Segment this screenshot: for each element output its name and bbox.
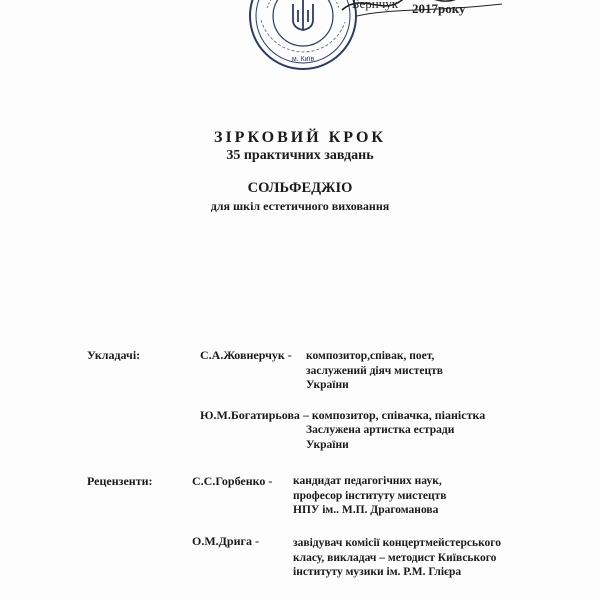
reviewer-description-1 [293,474,446,518]
document-title: ЗІРКОВИЙ КРОК [214,129,386,146]
description-line: класу, викладач – методист Київського [293,551,497,564]
reviewer-name-1: С.С.Горбенко - [192,474,273,488]
reviewer-description-2 [293,536,501,580]
description-line: НПУ ім.. М.П. Драгоманова [293,504,439,516]
approval-line-1: Бернчук [352,0,399,11]
compilers-label: Укладачі: [87,348,141,362]
description-line: Заслужена артистка естради [306,424,455,436]
description-line: кандидат педагогічних наук, [293,475,442,487]
reviewer-name-2: О.М.Дрига - [192,534,259,548]
compiler-description-2 [306,423,454,452]
svg-text:м. Київ: м. Київ [291,56,315,63]
description-line: інституту музики ім. Р.М. Глієра [293,566,462,578]
compiler-name-2: Ю.М.Богатирьова – композитор, співачка, піаністка [200,408,486,422]
description-line: заслужений діяч мистецтв [306,364,443,377]
description-line: України [306,438,349,451]
description-line: професор інституту мистецтв [293,489,447,502]
subject-title: СОЛЬФЕДЖІО [247,180,353,196]
compiler-name-1: С.А.Жовнерчук - [200,348,292,362]
document-subtitle: 35 практичних завдань [226,148,374,163]
description-line: України [306,379,349,391]
reviewers-label: Рецензенти: [87,474,153,488]
audience-line: для шкіл естетичного виховання [210,199,390,213]
approval-line-2: 2017року [412,1,466,16]
description-line: завідувач комісії концертмейстерського [293,537,501,549]
description-line: композитор,співак, поет, [306,350,435,362]
compiler-description-1 [306,349,443,393]
